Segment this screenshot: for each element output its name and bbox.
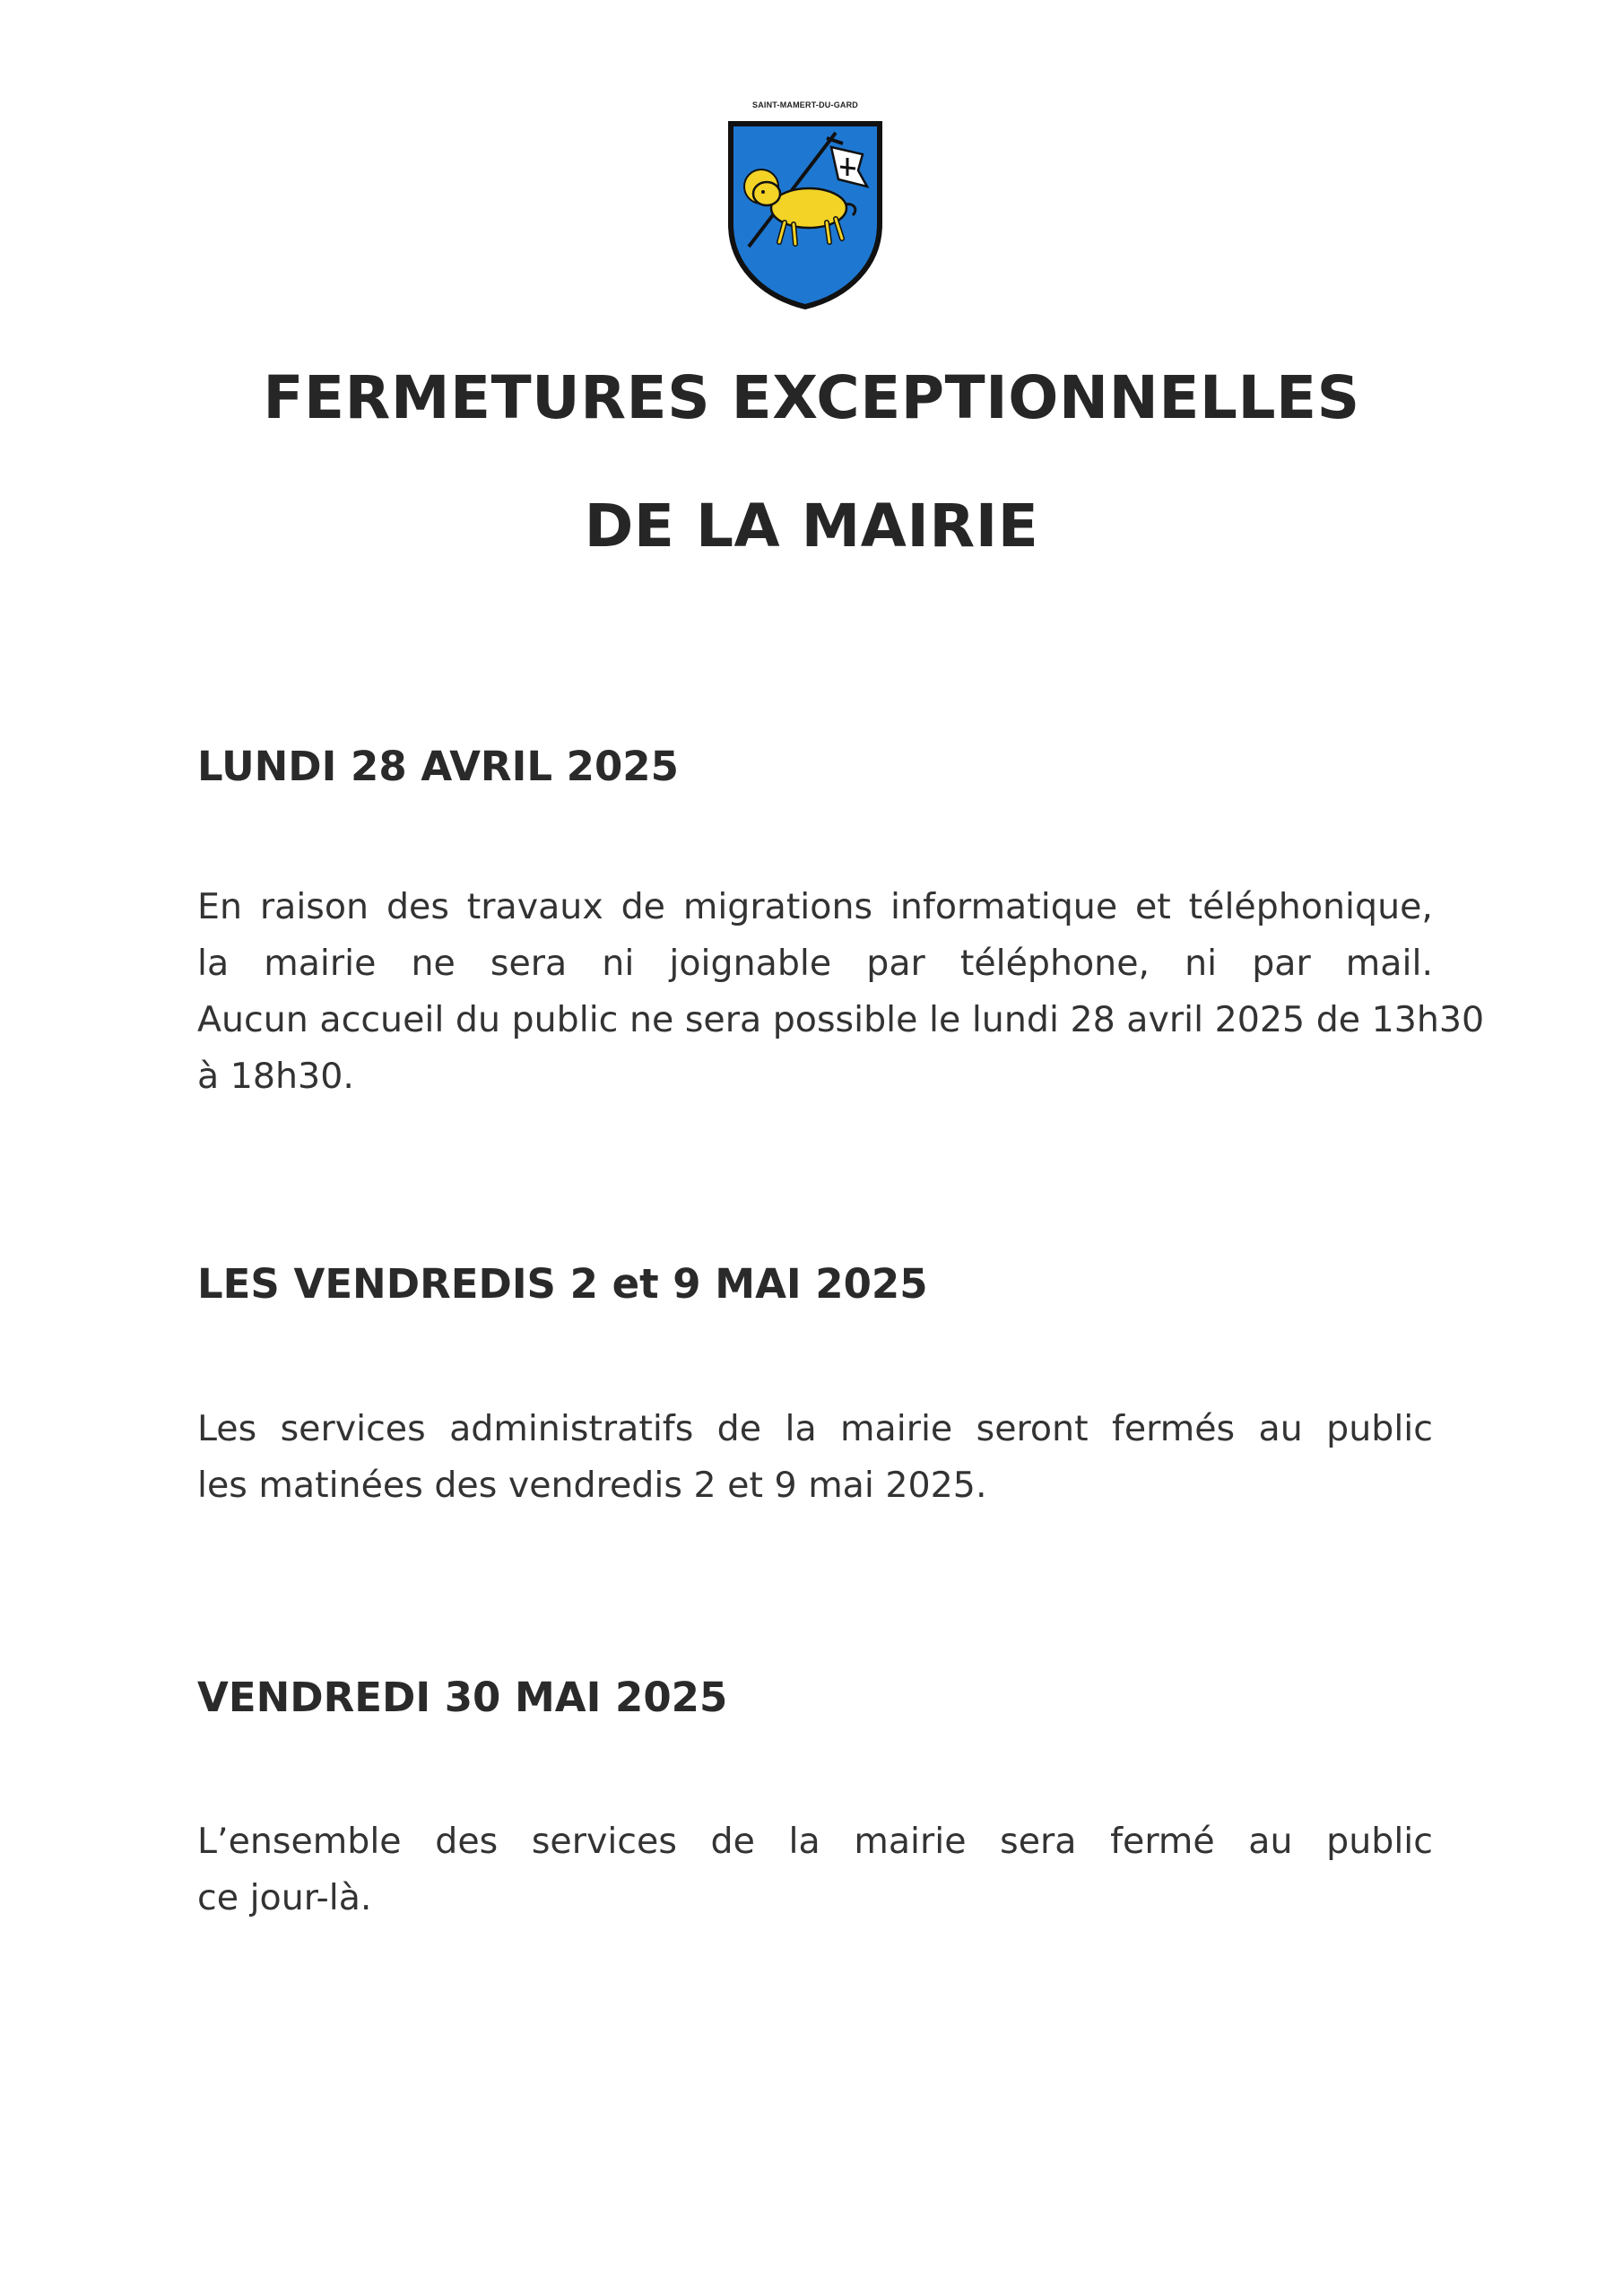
page-title-line-2: DE LA MAIRIE	[584, 491, 1039, 561]
section-body-april-28	[197, 879, 1485, 1105]
section-heading-may-30: VENDREDI 30 MAI 2025	[197, 1674, 728, 1721]
paragraph-line: à 18h30.	[197, 1056, 354, 1097]
paragraph-line: Aucun accueil du public ne sera possible le lundi 28 avril 2025 de 13h30	[197, 999, 1485, 1040]
section-heading-may-2-9: LES VENDREDIS 2 et 9 MAI 2025	[197, 1260, 928, 1308]
page-title-line-1: FERMETURES EXCEPTIONNELLES	[263, 363, 1360, 432]
section-body-may-2-9	[197, 1401, 1433, 1514]
paragraph-line: L’ensemble des services de la mairie sera fermé au public	[197, 1821, 1433, 1862]
paragraph-line: En raison des travaux de migrations informatique et téléphonique,	[197, 886, 1433, 927]
section-body-may-30	[197, 1813, 1433, 1926]
town-coat-of-arms	[724, 100, 887, 314]
paragraph-line: la mairie ne sera ni joignable par téléphone, ni par mail.	[197, 943, 1433, 984]
coat-of-arms-caption: SAINT-MAMERT-DU-GARD	[752, 100, 858, 109]
paragraph-line: ce jour-là.	[197, 1877, 372, 1918]
shield-icon	[724, 117, 887, 314]
paragraph-line: les matinées des vendredis 2 et 9 mai 2025.	[197, 1465, 987, 1506]
paragraph-line: Les services administratifs de la mairie seront fermés au public	[197, 1408, 1433, 1449]
section-heading-april-28: LUNDI 28 AVRIL 2025	[197, 743, 679, 790]
